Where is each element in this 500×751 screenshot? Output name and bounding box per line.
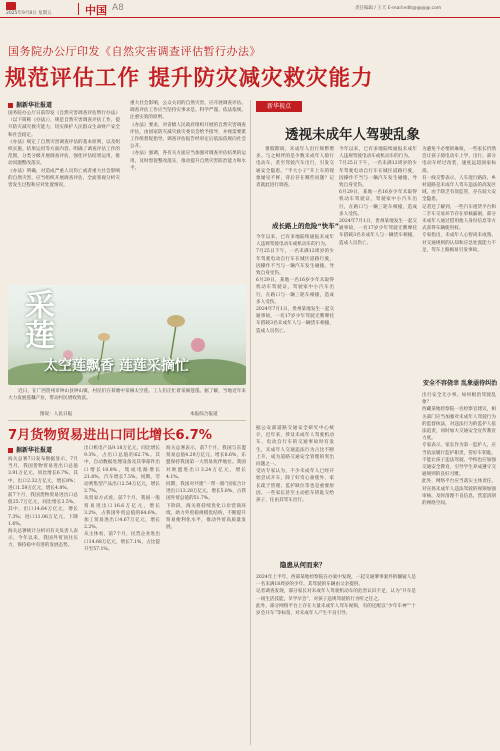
newspaper-logo bbox=[6, 2, 16, 10]
minors-col3: 为避免不必要的麻烦，一些家长仍然会让孩子骑电动车上学、出行。部分电动车经过改装，速度远超国家标准。 有一线交警表示，人车混行路段、乡村道路是未成年人驾车违法的高发区域，由于缺乏有效监管，存在较大安全隐患。 记者还了解到，一些汽车租赁平台和二手车交易环节存在审核漏洞，部分未成年人通过借用他人身份信息等方式获得车辆使用权。 专家指出，未成年人心智尚未成熟，对交通规则的认知和应急处置能力不足，驾车上路极易引发事故。 bbox=[422, 147, 496, 253]
minors-subhead-2: 隐患从何而来？ bbox=[280, 561, 326, 569]
lead-headline: 规范评估工作 提升防灾减灾救灾能力 bbox=[5, 66, 374, 91]
minors-subhead-1: 成长路上的危险“快车” bbox=[272, 222, 340, 230]
section-name: 中国 bbox=[85, 4, 107, 17]
photo-credit-left: 图说：人民日报 bbox=[40, 412, 73, 417]
lead-kicker: 国务院办公厅印发《自然灾害调查评估暂行办法》 bbox=[8, 45, 261, 58]
trade-col2: 出口机电产品9.18万亿元，同比增长9.3%，占出口总值的62.7%。其中，自动数据处理设备及其零部件出口增长10.8%，集成电路增长21.8%，汽车增长7.5%。同期，劳动密集型产品出口2.54万亿元，增长2.7%。 从贸易方式看，前7个月，我国一般贸易进出口16.6万亿元，增长3.2%，占我国外贸总值的64.6%。加工贸易进出口4.67万亿元，增长2.2%。 从主体看，前7个月，民营企业进出口14.68万亿元，增长7.1%，占比提升至57.1%。 bbox=[84, 446, 160, 552]
lead-article-col2: 重大社会影响，公众关切的自然灾害，应开展调查评估。调查评估工作应当坚持实事求是、科学严谨、依法依规、注重实效的原则。 《办法》要求，对省级人民政府组织开展的自然灾害调查评估，由国家防灾减灾救灾委员会给予指导，并视需要派工作组督促指导。调查评估报告经审定后依法依规向社会公开。 《办法》强调，各有关方面应当加强对调查评估结果的运用，及时督促整改落实，推动提升自然灾害防治能力和水平。 bbox=[130, 101, 246, 171]
minors-subhead-3: 安全不容侥幸 乱象亟待纠治 bbox=[423, 380, 498, 387]
masthead-rule bbox=[0, 17, 500, 18]
lotus-photo bbox=[8, 285, 246, 385]
lead-article bbox=[8, 100, 246, 280]
photo-caption-main: 太空莲飘香 莲莲采摘忙 bbox=[44, 358, 189, 374]
feature-banner bbox=[256, 101, 302, 112]
masthead bbox=[0, 0, 500, 18]
square-bullet-icon bbox=[8, 103, 13, 108]
page-number: A8 bbox=[112, 3, 124, 13]
minors-col2-text: 今年以来，已有多地陆续通报未成年人违规驾驶电动车或机动车的行为。 7月25日下午，一名未满12周岁的少年驾驶电动自行车在城区道路行驶，因操作不当与一辆汽车发生碰撞，导致自身受伤。 6月29日，某地一名16岁少年未取得机动车驾驶证，驾驶家中小汽车出行，在路口与一辆三轮车相撞，造成多人受伤。 2024年7月1日，贵州某地发生一起交通事故，一名17岁少年驾驶无牌摩托车搭载3名未成年人与一辆货车相撞，造成人员伤亡。 bbox=[339, 147, 417, 246]
trade-col3: 海关总署表示，前7个月，我国与东盟贸易总值4.29万亿元，增长8.6%，东盟保持我国第一大贸易伙伴地位。我国对欧盟进出口3.24万亿元，增长4.1%。 同期，我国对共建“一带一路”国家合计进出口13.28万亿元，增长5.8%，占我国外贸总值的51.7%。 下阶段，海关将持续优化口岸营商环境，助力外贸稳规模优结构，不断提升贸易便利化水平，推动外贸高质量发展。 bbox=[166, 446, 246, 531]
minors-intro: 暑假期间，未成年人出行频繁增多。与之相伴的是少数未成年人骑行电动车，甚至驾驶汽车出行，引发交通安全隐患。“半大小子”开上车的现象屡见不鲜，背后存在哪些问题？记者就此进行调查。 bbox=[256, 147, 334, 189]
column-separator bbox=[250, 100, 251, 745]
photo-calligraphy: 采莲 bbox=[19, 289, 54, 349]
minors-body-1b: 据公安部道路交通安全研究中心统计，近年来，涉及未成年人驾驶机动车、电动自行车的交通事故时有发生，未成年人交通违法行为占比不断上升，成为道路交通安全管理的突出问题之一。 受访专家认为，不少未成年人已经开始尝试开车，除了好奇心驱使外，家长疏于管理、监护缺位等也是重要原因。一些家长甚至主动把车钥匙交给孩子，任由其驾车出行。 bbox=[256, 426, 334, 504]
minors-body-2: 2024年上半年，西部某地检察院在办案中发现，一起交通肇事案件的嫌疑人是一名未满18周岁的少年，其驾驶的车辆由父亲提供。 记者调查发现，部分家长对未成年人驾驶机动车的危害认识不足，认为“开车是一项生活技能，早学早会”，对孩子违规驾驶的行为听之任之。 此外，部分网络平台上存在大量未成年人驾车视频，有的还配以“少年车神”“十岁会开车”等标签，对未成年人产生不良引导。 bbox=[256, 575, 416, 617]
lead-article-tag-row: 据新华社报道 bbox=[8, 100, 246, 109]
minors-col3b: 出行安全无小事。如何根治驾驶乱象？ 西藏某地检察院一名检察官建议，相关部门应当加强对未成年人驾驶行为的监督执法，对违法行为的监护人依法追责，同时加大交通安全宣传教育力度。 专家表示，家长作为第一监护人，应当依法履行监护职责，管好车钥匙，不能让孩子违法驾驶。学校也应加强交通安全教育，引导学生养成遵守交通规则的良好习惯。 此外，网络平台应当落实主体责任，对宣扬未成年人违法驾驶的视频加强审核，及时清理不良信息，营造清朗的网络空间。 bbox=[422, 393, 496, 507]
trade-divider bbox=[8, 420, 246, 421]
minors-body-1: 今年以来，已有多地陆续通报未成年人违规驾驶电动车或机动车的行为。 7月25日下午，一名未满12周岁的少年驾驶电动自行车在城区道路行驶，因操作不当与一辆汽车发生碰撞，导致自身受伤。 6月29日，某地一名16岁少年未取得机动车驾驶证，驾驶家中小汽车出行，在路口与一辆三轮车相撞，造成多人受伤。 2024年7月1日，贵州某地发生一起交通事故，一名17岁少年驾驶无牌摩托车搭载3名未成年人与一辆货车相撞，造成人员伤亡。 bbox=[256, 235, 334, 334]
trade-headline: 7月货物贸易进出口同比增长6.7% bbox=[8, 428, 212, 443]
lead-article-col1: 国务院办公厅日前印发《自然灾害调查评估暂行办法》（以下简称《办法》），规范自然灾害调查评估工作，提升防灾减灾救灾能力，切实保护人民群众生命财产安全和社会稳定。 《办法》规定了自然灾害调查评估的基本原则，以及组织实施、结果运用等方面内容。明确了调查评估工作的范围，分类分级开展调查评估，强化评估结果运用，推动问题整改落实。 《办法》明确，对造成严重人员伤亡或者重大社会影响的自然灾害，应当组织开展调查评估，全面客观分析灾害发生过程和应对处置情况。 bbox=[8, 111, 120, 189]
minors-headline: 透视未成年人驾驶乱象 bbox=[285, 127, 420, 143]
photo-credit-right: 本报综合报道 bbox=[190, 412, 218, 417]
masthead-date: 2025年9月8日 星期五 bbox=[6, 11, 52, 16]
editor-info: 责任编辑 / 王天 E-mail:edit@@@@.com bbox=[355, 6, 442, 11]
feature-banner-label: 新华视点 bbox=[266, 103, 291, 110]
photo-caption-text: 近日，在广西贺州市钟山县钟山镇，村民们在荷塘中采摘太空莲。工人们正忙着采摘莲蓬。据了解，当地近年来大力发展莲藕产业，带动村民增收致富。 bbox=[8, 389, 246, 402]
trade-col1: 海关总署7日发布数据显示，7月当月，我国货物贸易进出口总值3.91万亿元，同比增长6.7%。其中，出口2.32万亿元，增长8%；进口1.59万亿元，增长4.8%。 前7个月，我国货物贸易进出口总值25.7万亿元，同比增长3.5%。其中，出口14.64万亿元，增长7.3%；进口11.06万亿元，下降1.6%。 海关总署统计分析司有关负责人表示，今年以来，我国外贸顶住压力，保持稳中有进的发展态势。 bbox=[8, 457, 78, 549]
masthead-divider bbox=[78, 3, 79, 15]
square-bullet-icon bbox=[8, 448, 13, 453]
trade-tag-row: 据新华社报道 bbox=[8, 445, 52, 454]
